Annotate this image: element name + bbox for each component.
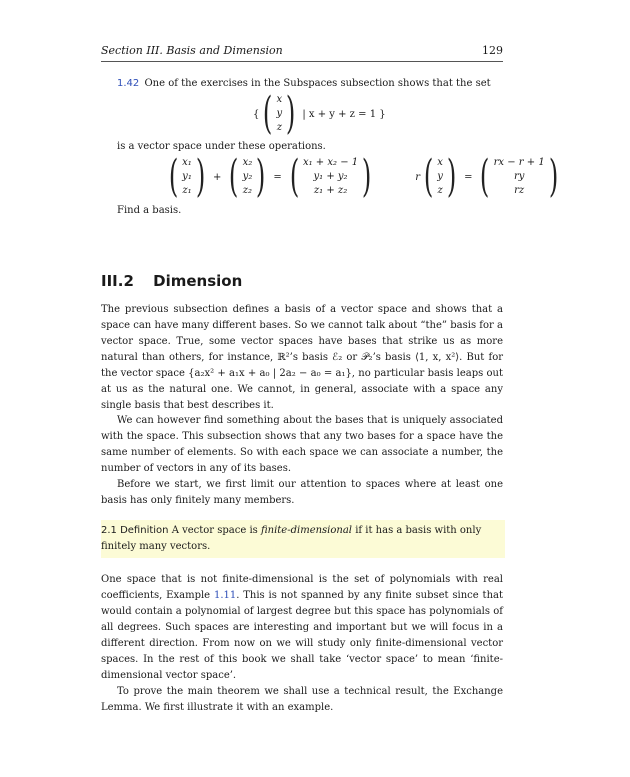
vector-entry: z: [437, 185, 443, 196]
paragraph-intro: The previous subsection defines a basis of a vector space and shows that a space can have many different bases. So we cannot talk about “the” basis for a vector space. True, some vector spaces have bases that strike us as more natural than others, for instance, ℝ²’s basis ℰ₂ or 𝒫₂’s basis ⟨1, x, x²⟩. But for the vector space {a₂x² + a₁x + a₀ | 2a₂ − a₀ = a₁}, no particular basis leaps out at us as the natural one. We cannot, in general, associate with a space any single basis that best describes it.: [101, 304, 503, 411]
section-title: Dimension: [153, 272, 243, 290]
vector-entry: rx − r + 1: [493, 157, 545, 168]
paragraph-limit: Before we start, we first limit our attention to spaces where at least one basis has only finitely many members.: [101, 479, 503, 506]
section-number: III.2: [101, 272, 134, 290]
set-open-brace: {: [253, 108, 260, 120]
p4-after: . This is not spanned by any finite subset since that would contain a polynomial of largest degree but this space has polynomials of all degrees. Such spaces are interesting and important but we will focus in a different direction. From now on we will study only finite-dimensional vector spaces. In the rest of this book we shall take ‘vector space’ to mean ‘finite-dimensional vector space’.: [101, 590, 503, 681]
exercise-intro-text: One of the exercises in the Subspaces subsection shows that the set: [144, 78, 491, 89]
definition-label: 2.1 Definition: [101, 525, 169, 536]
operations-intro: is a vector space under these operations.: [117, 141, 326, 152]
vector-entry: z₂: [242, 185, 253, 196]
definition-after: if it has a basis with only finitely many vectors.: [101, 525, 482, 552]
header-section-title: Section III. Basis and Dimension: [101, 44, 283, 57]
scalar-result-vector: ( rx − r + 1 ry rz ): [480, 151, 558, 202]
vector-entry: y: [437, 171, 443, 182]
operations-display: [165, 151, 562, 202]
vector-entry: ry: [513, 171, 525, 182]
vector-entry: x₁ + x₂ − 1: [302, 157, 359, 168]
vector-entry: y₁ + y₂: [313, 171, 348, 182]
add-right-vector: ( x₂ y₂ z₂ ): [229, 151, 266, 202]
vector-entry: z₁: [182, 185, 192, 196]
paragraph-exchange-lemma: To prove the main theorem we shall use a technical result, the Exchange Lemma. We first illustrate it with an example.: [101, 686, 503, 713]
equals-sign: =: [273, 171, 282, 183]
exercise-number[interactable]: 1.42: [117, 78, 140, 89]
equals-sign: =: [464, 171, 473, 183]
set-definition: [253, 88, 386, 139]
add-left-vector: ( x₁ y₁ z₁ ): [168, 151, 206, 202]
definition-text: [101, 523, 503, 555]
paragraph-bases: We can however find something about the bases that is uniquely associated with the space. This subsection shows that any two bases for a space have the same number of elements. So with each space we can associate a number, the number of vectors in any of its bases.: [101, 415, 503, 474]
vector-entry: x₂: [242, 157, 253, 168]
definition-before: A vector space is: [171, 525, 258, 536]
vector-entry: z₁ + z₂: [313, 185, 348, 196]
scalar-vector: ( x y z ): [423, 151, 457, 202]
vector-entry: y₂: [242, 171, 253, 182]
definition-box: [101, 520, 505, 558]
set-vector-entry: x: [276, 94, 283, 105]
add-result-vector: ( x₁ + x₂ − 1 y₁ + y₂ z₁ + z₂ ): [289, 151, 372, 202]
exercise-intro: [117, 77, 507, 90]
section-heading: [101, 272, 242, 290]
page-number: 129: [482, 44, 503, 57]
set-vector-entry: z: [276, 122, 283, 133]
scalar-r: r: [415, 171, 421, 183]
paragraph-polynomials: [101, 572, 503, 684]
p4-before: One space that is not finite-dimensional is the set of polynomials with real coefficients, Example: [101, 574, 503, 601]
running-header: [101, 43, 503, 62]
set-vector-entry: y: [276, 108, 283, 119]
set-condition: | x + y + z = 1 }: [302, 108, 386, 120]
vector-entry: x: [437, 157, 443, 168]
definition-term: finite-dimensional: [260, 525, 352, 536]
vector-entry: x₁: [182, 157, 192, 168]
plus-sign: +: [213, 171, 222, 183]
vector-entry: rz: [514, 185, 525, 196]
set-vector: ( x y z ): [263, 88, 296, 139]
example-link[interactable]: 1.11: [213, 590, 237, 601]
exercise-task: Find a basis.: [117, 205, 182, 216]
vector-entry: y₁: [182, 171, 192, 182]
